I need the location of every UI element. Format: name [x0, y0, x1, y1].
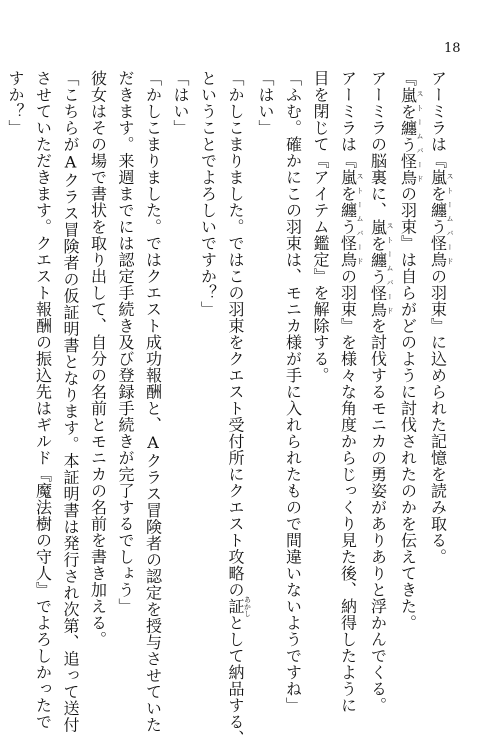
ruby-reading: ストームバード	[386, 218, 394, 318]
text-line-8: 「かしこまりました。ではこの羽束をクエスト受付所にクエスト攻略の証あかしとして納品する、	[226, 70, 252, 747]
text-line-6: 「ふむ。確かにこの羽束は、モニカ様が手に入れられたもので間違いないようですね」	[283, 70, 303, 714]
ruby-word: 嵐を纏う怪鳥ストームバード	[338, 169, 364, 268]
ruby-reading: あかし	[243, 595, 252, 617]
text-line-16: すか？」	[6, 70, 25, 136]
text-line-3: アーミラの脳裏に、嵐を纏う怪鳥ストームバードを討伐するモニカの勇姿がありありと浮かんでくる。	[368, 70, 394, 714]
text-line-13: 彼女はその場で書状を取り出して、自分の名前とモニカの名前を書き加える。	[88, 70, 108, 648]
ruby-reading: ストームバード	[446, 169, 454, 268]
ruby-word: 嵐を纏う怪鳥ストームバード	[428, 169, 454, 268]
ruby-word: 嵐を纏う怪鳥ストームバード	[368, 218, 394, 318]
text-line-10: 「はい」	[171, 70, 190, 136]
ruby-word: 嵐を纏う怪鳥ストームバード	[398, 86, 424, 186]
text-line-7: 「はい」	[256, 70, 275, 136]
text-line-9: ということでよろしいですか？」	[198, 70, 218, 318]
ruby-reading: ストームバード	[416, 86, 424, 186]
text-line-12: だきます。来週までには認定手続き及び登録手続きが完了するでしょう」	[116, 70, 135, 615]
ruby-reading: ストームバード	[356, 169, 364, 268]
text-line-17	[0, 70, 2, 670]
text-line-4: アーミラは『嵐を纏う怪鳥ストームバードの羽束』を様々な角度からじっくり見た後、納得したように	[338, 70, 364, 714]
text-line-2: 『嵐を纏う怪鳥ストームバードの羽束』は自らがどのように討伐されたのかを伝えてきた。	[398, 70, 424, 631]
text-line-11: 「かしこまりました。ではクエスト成功報酬と、Aクラス冒険者の認定を授与させていた	[143, 70, 163, 733]
novel-text-body	[0, 70, 454, 747]
text-line-5: 目を閉じて『アイテム鑑定』を解除する。	[311, 70, 330, 384]
text-line-14: 「こちらがAクラス冒険者の仮証明書となります。本証明書は発行され次第、追って送付	[61, 70, 80, 733]
ruby-word: 証あかし	[226, 595, 252, 617]
page-number: 18	[444, 41, 461, 56]
text-line-15: させていただきます。クエスト報酬の振込先はギルド『魔法樹の守人』でよろしかったで	[33, 70, 53, 730]
text-line-1: アーミラは『嵐を纏う怪鳥ストームバードの羽束』に込められた記憶を読み取る。	[428, 70, 454, 565]
